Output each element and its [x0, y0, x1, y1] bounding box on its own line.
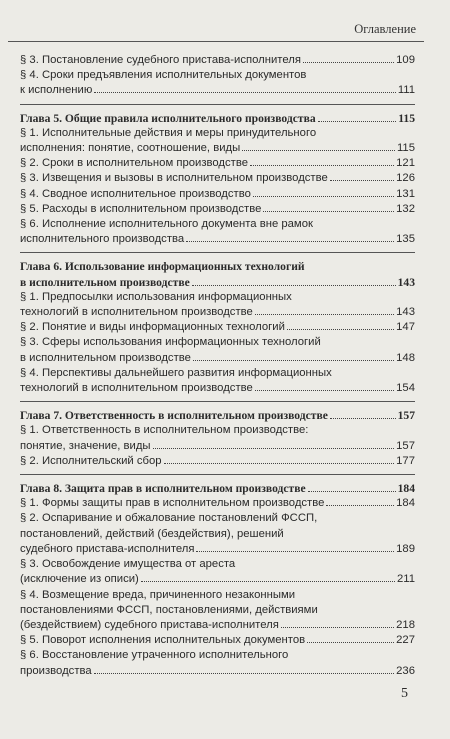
entry-text: постановлениями ФССП, постановлениями, действиями: [20, 603, 318, 616]
toc-entry: [20, 633, 415, 648]
dot-leader: [250, 165, 394, 166]
toc-entry: [20, 187, 415, 202]
entry-line: [20, 305, 415, 320]
table-of-contents: [20, 52, 415, 679]
entry-page-number: 131: [396, 187, 415, 200]
entry-text: Глава 7. Ответственность в исполнительном производстве: [20, 409, 328, 423]
entry-line: [20, 156, 415, 171]
entry-text: § 3. Сферы использования информационных технологий: [20, 336, 321, 349]
toc-entry: [20, 68, 415, 98]
entry-text: § 1. Исполнительные действия и меры принудительного: [20, 126, 317, 139]
entry-page-number: 115: [396, 142, 415, 155]
toc-entry: [20, 290, 415, 320]
dot-leader: [303, 62, 394, 63]
entry-text: (бездействием) судебного пристава-исполнителя: [20, 618, 279, 631]
entry-line: [20, 68, 415, 83]
entry-text: Глава 6. Использование информационных технологий: [20, 260, 305, 274]
dot-leader: [326, 505, 394, 506]
entry-line: [20, 217, 415, 232]
entry-text: в исполнительном производстве: [20, 275, 190, 289]
section-divider: [20, 252, 415, 253]
entry-line: [20, 53, 415, 68]
toc-entry: [20, 126, 415, 156]
entry-text: Глава 5. Общие правила исполнительного производства: [20, 111, 316, 125]
entry-text: § 2. Сроки в исполнительном производстве: [20, 157, 249, 170]
entry-text: постановлений, действий (бездействия), решений: [20, 527, 284, 540]
entry-text: § 4. Возмещение вреда, причиненного незаконными: [20, 588, 296, 601]
entry-page-number: 135: [396, 233, 415, 246]
entry-page-number: 132: [396, 202, 415, 215]
entry-line: [20, 423, 415, 438]
dot-leader: [242, 150, 395, 151]
dot-leader: [308, 491, 396, 492]
entry-line: [20, 588, 415, 603]
dot-leader: [164, 463, 395, 464]
entry-text: производства: [20, 664, 92, 677]
toc-entry: [20, 588, 415, 634]
entry-text: § 2. Оспаривание и обжалование постановлений ФССП,: [20, 512, 318, 525]
entry-line: [20, 481, 415, 496]
entry-text: § 3. Постановление судебного пристава-исполнителя: [20, 54, 301, 66]
entry-line: [20, 603, 415, 618]
dot-leader: [94, 92, 396, 93]
entry-line: [20, 618, 415, 633]
entry-line: [20, 557, 415, 572]
section-divider: [20, 401, 415, 402]
entry-line: [20, 232, 415, 247]
entry-line: [20, 511, 415, 526]
entry-page-number: 227: [396, 634, 415, 647]
chapter-entry: [20, 259, 415, 289]
entry-page-number: 111: [397, 84, 415, 97]
entry-text: понятие, значение, виды: [20, 439, 151, 452]
entry-page-number: 143: [396, 306, 415, 319]
entry-text: § 1. Формы защиты прав в исполнительном производстве: [20, 497, 325, 510]
entry-line: [20, 202, 415, 217]
toc-section: [20, 53, 415, 99]
chapter-entry: [20, 481, 415, 496]
chapter-entry: [20, 408, 415, 423]
entry-text: Глава 8. Защита прав в исполнительном производстве: [20, 482, 306, 496]
toc-entry: [20, 320, 415, 335]
entry-line: [20, 366, 415, 381]
entry-text: исполнительного производства: [20, 233, 185, 246]
entry-text: судебного пристава-исполнителя: [20, 542, 195, 555]
entry-page-number: 147: [396, 321, 415, 334]
entry-line: [20, 126, 415, 141]
dot-leader: [255, 390, 394, 391]
toc-entry: [20, 171, 415, 186]
entry-page-number: 148: [396, 351, 415, 364]
header-rule: [8, 41, 424, 42]
toc-entry: [20, 217, 415, 247]
entry-line: [20, 648, 415, 663]
entry-page-number: 211: [396, 573, 415, 586]
toc-section: [20, 408, 415, 469]
entry-page-number: 126: [396, 172, 415, 185]
section-divider: [20, 474, 415, 475]
entry-text: § 4. Перспективы дальнейшего развития информационных: [20, 366, 332, 379]
entry-text: § 2. Понятие и виды информационных технологий: [20, 321, 285, 334]
entry-text: к исполнению: [20, 84, 93, 97]
entry-text: § 4. Сводное исполнительное производство: [20, 187, 251, 200]
dot-leader: [263, 211, 394, 212]
entry-text: § 5. Поворот исполнения исполнительных документов: [20, 634, 306, 647]
toc-section: [20, 259, 415, 396]
entry-text: § 6. Исполнение исполнительного документа вне рамок: [20, 218, 313, 231]
dot-leader: [330, 180, 394, 181]
toc-entry: [20, 202, 415, 217]
toc-section: [20, 111, 415, 248]
entry-page-number: 157: [396, 439, 415, 452]
entry-line: [20, 111, 415, 126]
entry-line: [20, 275, 415, 290]
entry-text: § 5. Расходы в исполнительном производстве: [20, 202, 262, 215]
toc-entry: [20, 156, 415, 171]
dot-leader: [287, 329, 394, 330]
entry-page-number: 109: [396, 54, 415, 66]
entry-line: [20, 542, 415, 557]
entry-page-number: 184: [397, 482, 415, 496]
entry-text: (исключение из описи): [20, 573, 139, 586]
entry-text: § 6. Восстановление утраченного исполнительного: [20, 649, 289, 662]
entry-line: [20, 141, 415, 156]
entry-line: [20, 664, 415, 679]
entry-text: технологий в исполнительном производстве: [20, 306, 253, 319]
dot-leader: [281, 627, 394, 628]
toc-entry: [20, 335, 415, 365]
entry-line: [20, 496, 415, 511]
entry-line: [20, 351, 415, 366]
entry-line: [20, 290, 415, 305]
entry-text: в исполнительном производстве: [20, 351, 191, 364]
entry-line: [20, 439, 415, 454]
entry-page-number: 177: [396, 454, 415, 467]
dot-leader: [141, 581, 395, 582]
entry-text: § 3. Извещения и вызовы в исполнительном производстве: [20, 172, 328, 185]
entry-line: [20, 259, 415, 274]
entry-text: § 4. Сроки предъявления исполнительных документов: [20, 69, 307, 82]
entry-page-number: 236: [396, 664, 415, 677]
entry-text: технологий в исполнительном производстве: [20, 382, 253, 395]
entry-line: [20, 572, 415, 587]
section-divider: [20, 104, 415, 105]
dot-leader: [253, 196, 394, 197]
dot-leader: [192, 285, 396, 286]
entry-text: исполнения: понятие, соотношение, виды: [20, 142, 241, 155]
dot-leader: [307, 642, 394, 643]
entry-line: [20, 83, 415, 98]
dot-leader: [186, 241, 394, 242]
entry-page-number: 143: [397, 275, 415, 289]
dot-leader: [94, 673, 394, 674]
dot-leader: [193, 360, 394, 361]
dot-leader: [196, 551, 394, 552]
dot-leader: [330, 418, 396, 419]
entry-line: [20, 527, 415, 542]
entry-page-number: 115: [398, 111, 415, 125]
entry-text: § 3. Освобождение имущества от ареста: [20, 558, 236, 571]
toc-entry: [20, 423, 415, 453]
entry-page-number: 184: [396, 497, 415, 510]
toc-entry: [20, 53, 415, 68]
toc-entry: [20, 454, 415, 469]
entry-page-number: 189: [396, 542, 415, 555]
toc-entry: [20, 511, 415, 557]
toc-entry: [20, 648, 415, 678]
toc-entry: [20, 366, 415, 396]
entry-line: [20, 320, 415, 335]
entry-line: [20, 408, 415, 423]
entry-line: [20, 633, 415, 648]
entry-line: [20, 171, 415, 186]
entry-text: § 2. Исполнительский сбор: [20, 454, 162, 467]
dot-leader: [153, 448, 395, 449]
entry-line: [20, 454, 415, 469]
entry-page-number: 121: [396, 157, 415, 170]
entry-line: [20, 335, 415, 350]
chapter-entry: [20, 111, 415, 126]
toc-entry: [20, 496, 415, 511]
entry-line: [20, 381, 415, 396]
running-header: Оглавление: [354, 22, 416, 36]
dot-leader: [255, 314, 394, 315]
toc-entry: [20, 557, 415, 587]
entry-text: § 1. Ответственность в исполнительном производстве:: [20, 424, 309, 437]
entry-text: § 1. Предпосылки использования информационных: [20, 290, 292, 303]
page-number: 5: [401, 686, 408, 701]
entry-page-number: 154: [396, 382, 415, 395]
entry-line: [20, 187, 415, 202]
dot-leader: [318, 121, 397, 122]
entry-page-number: 157: [397, 409, 415, 423]
toc-section: [20, 481, 415, 679]
entry-page-number: 218: [396, 618, 415, 631]
